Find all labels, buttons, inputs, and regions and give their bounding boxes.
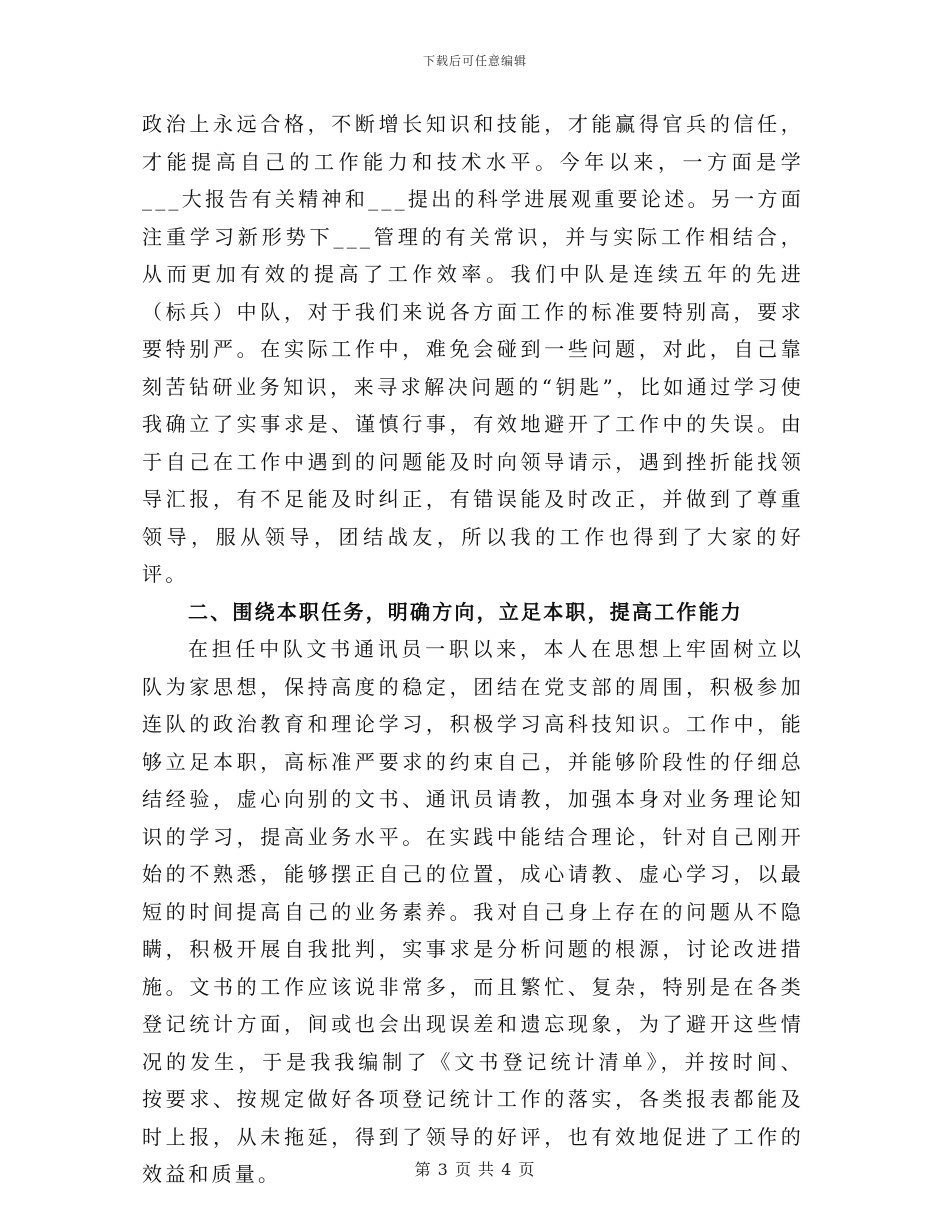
body-paragraph-1: 政治上永远合格，不断增长知识和技能，才能赢得官兵的信任，才能提高自己的工作能力和技术水平。今年以来，一方面是学___大报告有关精神和___提出的科学进展观重要论述。另一方面注重学习新形势下___管理的有关常识，并与实际工作相结合，从而更加有效的提高了工作效率。我们中队是连续五年的先进（标兵）中队，对于我们来说各方面工作的标准要特别高，要求要特别严。在实际工作中，难免会碰到一些问题，对此，自己靠刻苦钻研业务知识，来寻求解决问题的“钥匙”，比如通过学习使我确立了实事求是、谨慎行事，有效地避开了工作中的失误。由于自己在工作中遇到的问题能及时向领导请示，遇到挫折能找领导汇报，有不足能及时纠正，有错误能及时改正，并做到了尊重领导，服从领导，团结战友，所以我的工作也得到了大家的好评。 — [142, 112, 804, 586]
section-heading-2: 二、围绕本职任务，明确方向，立足本职，提高工作能力 — [188, 599, 743, 624]
document-body — [142, 106, 804, 1194]
page-number-footer: 第 3 页 共 4 页 — [414, 1160, 536, 1179]
page-header-note: 下载后可任意编辑 — [422, 54, 527, 68]
body-paragraph-2: 在担任中队文书通讯员一职以来，本人在思想上牢固树立以队为家思想，保持高度的稳定，团结在党支部的周围，积极参加连队的政治教育和理论学习，积极学习高科技知识。工作中，能够立足本职，高标准严要求的约束自己，并能够阶段性的仔细总结经验，虚心向别的文书、通讯员请教，加强本身对业务理论知识的学习，提高业务水平。在实践中能结合理论，针对自己刚开始的不熟悉，能够摆正自己的位置，成心请教、虚心学习，以最短的时间提高自己的业务素养。我对自己身上存在的问题从不隐瞒，积极开展自我批判，实事求是分析问题的根源，讨论改进措施。文书的工作应该说非常多，而且繁忙、复杂，特别是在各类登记统计方面，间或也会出现误差和遗忘现象，为了避开这些情况的发生，于是我我编制了《文书登记统计清单》，并按时间、按要求、按规定做好各项登记统计工作的落实，各类报表都能及时上报，从未拖延，得到了领导的好评，也有效地促进了工作的效益和质量。 — [142, 637, 804, 1186]
